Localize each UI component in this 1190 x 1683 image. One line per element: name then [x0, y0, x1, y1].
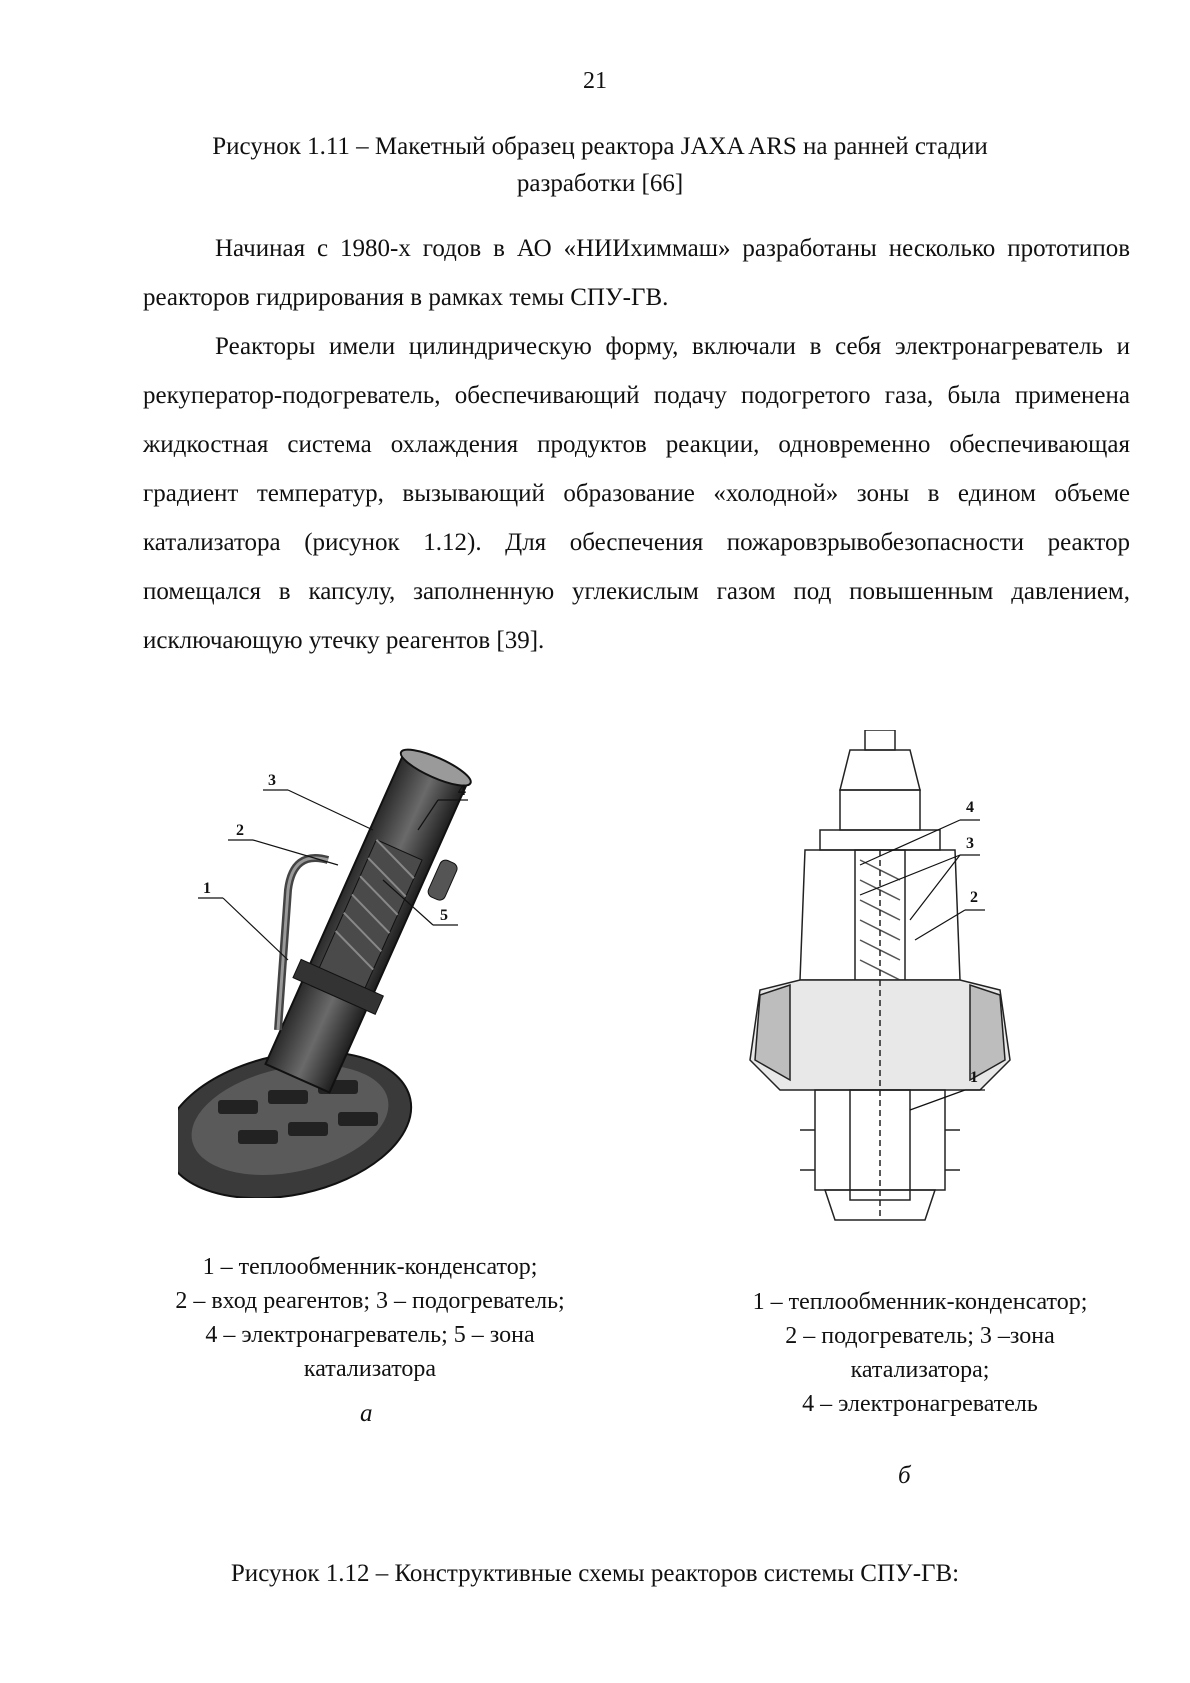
- figure-b-letter: б: [898, 1462, 911, 1489]
- paragraph-1: Начиная с 1980-х годов в АО «НИИхиммаш» разработаны несколько прототипов реакторов гидрирования в рамках темы СПУ-ГВ.: [143, 235, 1130, 311]
- callout-3: 3: [268, 772, 276, 789]
- figure-1-12-caption: Рисунок 1.12 – Конструктивные схемы реакторов системы СПУ-ГВ:: [230, 1560, 960, 1587]
- legend-line: 4 – электронагреватель: [802, 1391, 1038, 1417]
- page-number: 21: [583, 68, 607, 94]
- caption-line-1: Рисунок 1.11 – Макетный образец реактора JAXA ARS на ранней стадии: [212, 133, 988, 160]
- figure-a-legend: [130, 1250, 610, 1386]
- legend-line: 1 – теплообменник-конденсатор;: [202, 1254, 538, 1280]
- figure-b-legend: [680, 1285, 1160, 1421]
- caption-line-2: разработки [66]: [516, 170, 684, 197]
- legend-line: 2 – вход реагентов; 3 – подогреватель;: [175, 1288, 565, 1314]
- paragraph-2: Реакторы имели цилиндрическую форму, включали в себя электронагреватель и рекуператор-подогреватель, обеспечивающий подачу подогретого газа, была применена жидкостная система охлаждения продуктов реакции, одновременно обеспечивающая градиент температур, вызывающий образование «холодной» зоны в едином объеме катализатора (рисунок 1.12). Для обеспечения пожаровзрывобезопасности реактор помещался в капсулу, заполненную углекислым газом под повышенным давлением, исключающую утечку реагентов [39].: [143, 333, 1130, 654]
- callout-1: 1: [970, 1069, 978, 1086]
- figure-1-11-caption: [180, 128, 1020, 202]
- body-text: [143, 224, 1130, 665]
- callout-1: 1: [203, 880, 211, 897]
- figure-a-letter: а: [360, 1400, 373, 1427]
- reactor-section-drawing: [740, 730, 1050, 1240]
- callout-5: 5: [440, 907, 448, 924]
- legend-line: 1 – теплообменник-конденсатор;: [752, 1289, 1088, 1315]
- legend-line: катализатора;: [850, 1357, 990, 1383]
- callout-2: 2: [236, 822, 244, 839]
- legend-line: 2 – подогреватель; 3 –зона: [785, 1323, 1055, 1349]
- figure-a-reactor-render: [178, 730, 480, 1198]
- figure-b-reactor-section: [740, 730, 1050, 1240]
- callout-4: 4: [966, 799, 974, 816]
- legend-line: 4 – электронагреватель; 5 – зона: [205, 1322, 535, 1348]
- callout-3: 3: [966, 835, 974, 852]
- callout-2: 2: [970, 889, 978, 906]
- reactor-render-image: [178, 730, 480, 1198]
- legend-line: катализатора: [303, 1356, 437, 1382]
- callout-4: 4: [458, 782, 466, 799]
